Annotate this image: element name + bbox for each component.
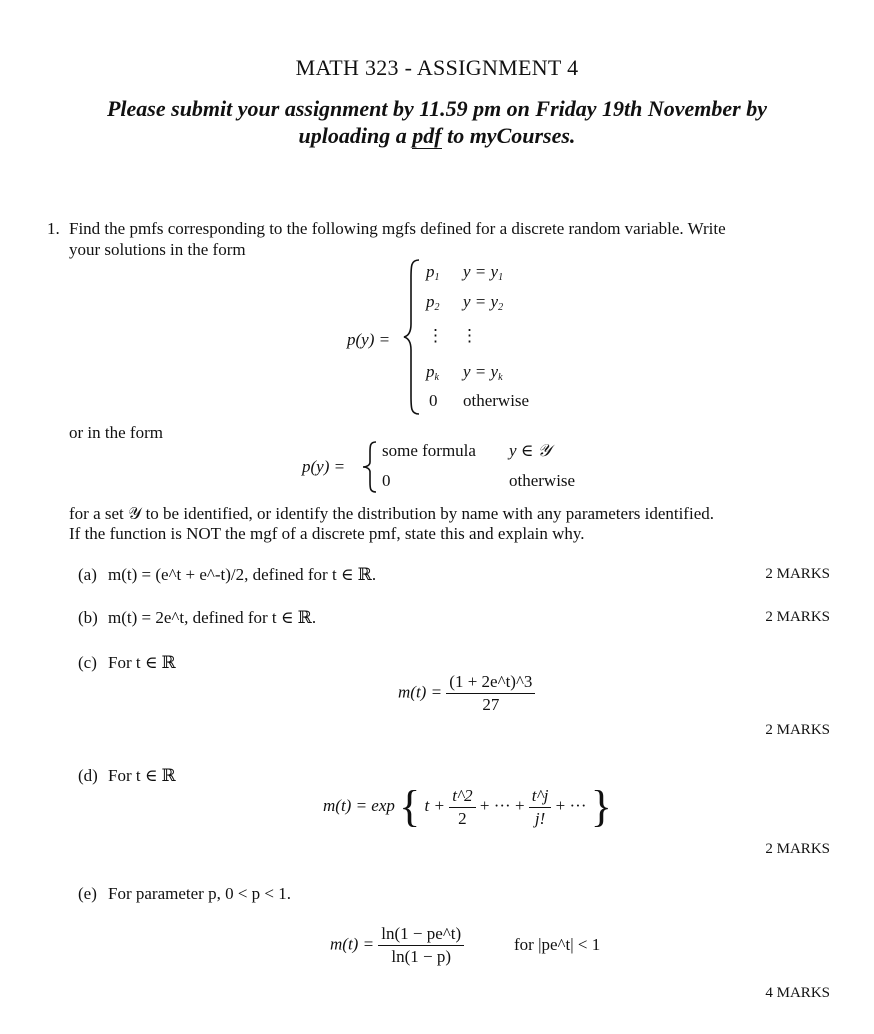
part-b-label: (b) [78,608,98,627]
assignment-title: MATH 323 - ASSIGNMENT 4 [295,55,579,80]
question-number: 1. [47,219,60,238]
question-intro-line1: Find the pmfs corresponding to the following mgfs defined for a discrete random variable. Write [69,219,726,238]
part-d-formula [323,782,612,831]
part-a-label: (a) [78,565,97,584]
part-e-denominator: ln(1 − p) [391,947,452,966]
part-e-text: For parameter p, 0 < p < 1. [108,884,291,903]
part-e-marks: 4 MARKS [765,985,830,1001]
part-d-frac2-den: j! [534,808,546,828]
part-b-marks: 2 MARKS [765,609,830,625]
part-c-label: (c) [78,653,97,672]
part-e-label: (e) [78,884,97,903]
form1-row3-p: ⋮ [427,326,444,345]
question-outro-line2: If the function is NOT the mgf of a discrete pmf, state this and explain why. [69,524,585,543]
form2-lhs: p(y) = [302,457,346,476]
form1-last-value: 0 [429,391,438,410]
part-e-numerator: ln(1 − pe^t) [378,924,464,946]
form1-row4-cond: $y = y_k$ [463,362,503,383]
part-e-fraction [378,924,464,967]
form1-row3-cond: ⋮ [461,326,478,345]
notice-text-b: to myCourses. [441,123,576,148]
part-c-text: For t ∈ ℝ [108,653,176,672]
part-d-frac2-num: t^j [529,786,552,808]
part-e-condition: for |pe^t| < 1 [514,935,601,954]
form1-last-cond: otherwise [463,391,530,410]
part-d-label: (d) [78,766,98,785]
form1-row2-p: $p_2$ [426,292,440,313]
part-e-formula [330,924,464,967]
form1-brace [401,258,423,416]
form2-row2-value: 0 [382,471,391,490]
part-d-open-brace: { [399,782,421,831]
part-d-marks: 2 MARKS [765,841,830,857]
form1-row1-p: $p_1$ [426,262,440,283]
part-d-frac1-den: 2 [458,808,467,828]
part-d-lhs: m(t) = exp [323,795,395,815]
or-form-text: or in the form [69,423,163,442]
form2-row1-cond: y ∈ 𝒴 [509,441,551,460]
form2-row2-cond: otherwise [509,471,576,490]
submission-notice-line2 [0,123,874,149]
part-d-middle: + ··· + [479,795,525,815]
part-c-formula [398,672,535,715]
question-intro-line2: your solutions in the form [69,240,246,259]
part-d-close-brace: } [590,782,612,831]
part-d-term-t: t + [424,795,445,815]
form1-row4-p: $p_k$ [426,362,439,383]
question-outro-line1: for a set 𝒴 to be identified, or identify the distribution by name with any parameters identified. [69,504,714,523]
part-a-text: m(t) = (e^t + e^-t)/2, defined for t ∈ ℝ. [108,565,377,584]
part-a-marks: 2 MARKS [765,566,830,582]
part-c-fraction [446,672,535,715]
part-c-denominator: 27 [482,695,500,714]
form2-row1-value: some formula [382,441,476,460]
part-d-tail: + ··· [555,795,587,815]
part-d-text: For t ∈ ℝ [108,766,176,785]
part-c-lhs: m(t) = [398,682,443,702]
form2-brace [360,440,380,494]
part-b-text: m(t) = 2e^t, defined for t ∈ ℝ. [108,608,317,627]
part-c-numerator: (1 + 2e^t)^3 [446,672,535,694]
submission-notice-line1: Please submit your assignment by 11.59 pm on Friday 19th November by [106,96,767,121]
pdf-word: pdf [412,123,442,148]
form1-row1-cond: $y = y_1$ [463,262,504,283]
part-d-frac1-num: t^2 [449,786,475,808]
form1-row2-cond: $y = y_2$ [463,292,504,313]
form1-lhs: p(y) = [347,330,391,349]
part-d-fraction2 [529,786,552,829]
part-d-fraction1 [449,786,475,829]
part-e-lhs: m(t) = [330,934,375,954]
part-c-marks: 2 MARKS [765,722,830,738]
notice-text-a: uploading a [298,123,413,148]
